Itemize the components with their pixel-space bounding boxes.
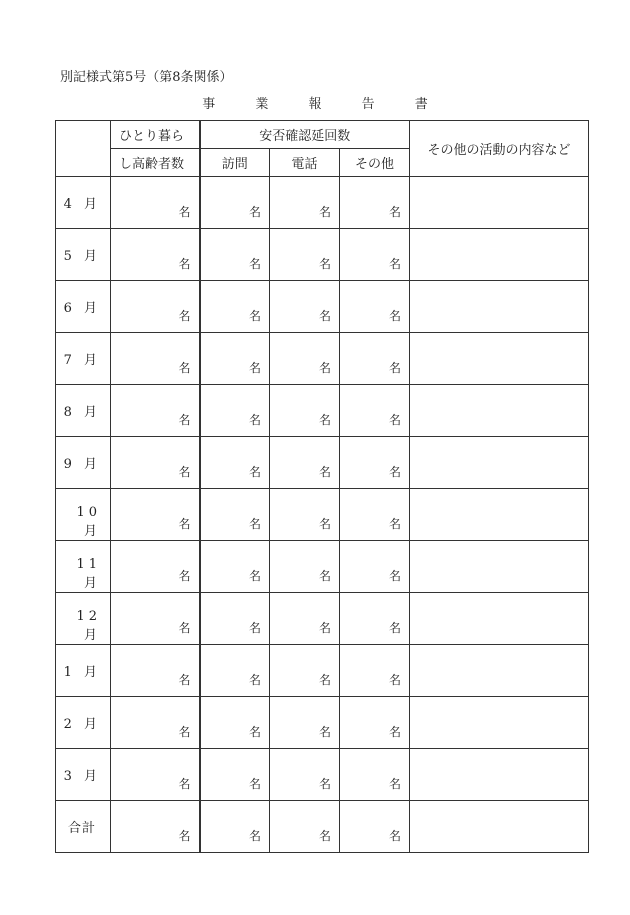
elderly-count-cell[interactable] <box>111 645 200 697</box>
unit-label: 名 <box>389 413 402 427</box>
total-other-cell[interactable] <box>340 801 410 853</box>
unit-label: 名 <box>318 569 331 583</box>
unit-label: 名 <box>318 725 331 739</box>
elderly-count-cell[interactable] <box>111 489 200 541</box>
unit-label: 名 <box>248 413 261 427</box>
phone-count-cell[interactable] <box>270 489 340 541</box>
month-label: 2 月 <box>63 717 101 732</box>
visit-count-cell[interactable] <box>200 645 270 697</box>
month-label-cell <box>56 229 111 281</box>
phone-count-cell[interactable] <box>270 177 340 229</box>
unit-label: 名 <box>248 777 261 791</box>
header-visit: 訪問 <box>200 149 270 177</box>
month-label: 5 月 <box>63 249 101 264</box>
unit-label: 名 <box>248 257 261 271</box>
month-label-cell <box>56 333 111 385</box>
visit-count-cell[interactable] <box>200 385 270 437</box>
unit-label: 名 <box>178 725 191 739</box>
month-label: 4 月 <box>63 197 101 212</box>
phone-count-cell[interactable] <box>270 541 340 593</box>
visit-count-cell[interactable] <box>200 489 270 541</box>
visit-count-cell[interactable] <box>200 697 270 749</box>
total-row <box>56 801 589 853</box>
unit-label: 名 <box>248 725 261 739</box>
visit-count-cell[interactable] <box>200 177 270 229</box>
month-row <box>56 489 589 541</box>
phone-count-cell[interactable] <box>270 697 340 749</box>
unit-label: 名 <box>178 413 191 427</box>
month-row <box>56 333 589 385</box>
activities-cell[interactable] <box>410 593 589 645</box>
activities-cell[interactable] <box>410 281 589 333</box>
elderly-count-cell[interactable] <box>111 281 200 333</box>
unit-label: 名 <box>178 621 191 635</box>
month-label: 6 月 <box>63 301 101 316</box>
unit-label: 名 <box>248 673 261 687</box>
activities-cell[interactable] <box>410 333 589 385</box>
unit-label: 名 <box>178 205 191 219</box>
activities-cell[interactable] <box>410 541 589 593</box>
unit-label: 名 <box>178 309 191 323</box>
unit-label: 名 <box>178 777 191 791</box>
unit-label: 名 <box>389 621 402 635</box>
form-number-label: 別記様式第5号（第8条関係） <box>60 70 233 85</box>
unit-label: 名 <box>178 465 191 479</box>
total-elderly-cell[interactable] <box>111 801 200 853</box>
phone-count-cell[interactable] <box>270 229 340 281</box>
month-label: 12 月 <box>76 609 101 643</box>
unit-label: 名 <box>389 725 402 739</box>
unit-label: 名 <box>248 465 261 479</box>
unit-label: 名 <box>318 621 331 635</box>
phone-count-cell[interactable] <box>270 437 340 489</box>
unit-label: 名 <box>389 517 402 531</box>
visit-count-cell[interactable] <box>200 749 270 801</box>
activities-cell[interactable] <box>410 697 589 749</box>
header-other: その他 <box>340 149 410 177</box>
unit-label: 名 <box>248 621 261 635</box>
other-count-cell[interactable] <box>340 593 410 645</box>
month-row <box>56 281 589 333</box>
report-table <box>55 120 589 853</box>
unit-label: 名 <box>318 517 331 531</box>
month-label: 3 月 <box>63 769 101 784</box>
unit-label: 名 <box>389 777 402 791</box>
month-row <box>56 593 589 645</box>
elderly-count-cell[interactable] <box>111 697 200 749</box>
unit-label: 名 <box>389 257 402 271</box>
unit-label: 名 <box>389 673 402 687</box>
month-label-cell <box>56 385 111 437</box>
other-count-cell[interactable] <box>340 437 410 489</box>
month-row <box>56 177 589 229</box>
activities-cell[interactable] <box>410 177 589 229</box>
elderly-count-cell[interactable] <box>111 385 200 437</box>
month-label: 8 月 <box>63 405 101 420</box>
unit-label: 名 <box>178 829 191 843</box>
visit-count-cell[interactable] <box>200 437 270 489</box>
activities-cell[interactable] <box>410 437 589 489</box>
activities-cell[interactable] <box>410 489 589 541</box>
activities-cell[interactable] <box>410 385 589 437</box>
unit-label: 名 <box>318 465 331 479</box>
header-phone: 電話 <box>270 149 340 177</box>
unit-label: 名 <box>318 673 331 687</box>
unit-label: 名 <box>389 361 402 375</box>
month-label: 11 月 <box>76 557 101 591</box>
unit-label: 名 <box>248 309 261 323</box>
other-count-cell[interactable] <box>340 333 410 385</box>
elderly-count-cell[interactable] <box>111 333 200 385</box>
month-label: 9 月 <box>63 457 101 472</box>
visit-count-cell[interactable] <box>200 281 270 333</box>
month-row <box>56 541 589 593</box>
unit-label: 名 <box>318 257 331 271</box>
elderly-count-cell[interactable] <box>111 437 200 489</box>
month-label-cell <box>56 697 111 749</box>
visit-count-cell[interactable] <box>200 333 270 385</box>
visit-count-cell[interactable] <box>200 229 270 281</box>
month-label-cell <box>56 281 111 333</box>
other-count-cell[interactable] <box>340 645 410 697</box>
total-label: 合計 <box>68 821 97 836</box>
unit-label: 名 <box>248 361 261 375</box>
unit-label: 名 <box>389 205 402 219</box>
elderly-count-cell[interactable] <box>111 593 200 645</box>
elderly-count-cell[interactable] <box>111 541 200 593</box>
month-label-cell <box>56 645 111 697</box>
unit-label: 名 <box>178 361 191 375</box>
unit-label: 名 <box>248 517 261 531</box>
unit-label: 名 <box>248 829 261 843</box>
month-label: 7 月 <box>63 353 101 368</box>
month-label-cell <box>56 593 111 645</box>
elderly-count-cell[interactable] <box>111 229 200 281</box>
header-elderly-line2: し高齢者数 <box>111 149 200 177</box>
month-row <box>56 229 589 281</box>
unit-label: 名 <box>389 465 402 479</box>
other-count-cell[interactable] <box>340 697 410 749</box>
month-row <box>56 645 589 697</box>
phone-count-cell[interactable] <box>270 333 340 385</box>
phone-count-cell[interactable] <box>270 281 340 333</box>
month-row <box>56 749 589 801</box>
unit-label: 名 <box>389 829 402 843</box>
header-month-cell <box>56 121 111 177</box>
total-phone-cell[interactable] <box>270 801 340 853</box>
unit-label: 名 <box>178 673 191 687</box>
unit-label: 名 <box>318 205 331 219</box>
month-label-cell <box>56 489 111 541</box>
month-label-cell <box>56 177 111 229</box>
activities-cell[interactable] <box>410 229 589 281</box>
month-row <box>56 697 589 749</box>
month-row <box>56 385 589 437</box>
month-label: 10 月 <box>76 505 101 539</box>
visit-count-cell[interactable] <box>200 541 270 593</box>
other-count-cell[interactable] <box>340 541 410 593</box>
other-count-cell[interactable] <box>340 177 410 229</box>
total-visit-cell[interactable] <box>200 801 270 853</box>
month-row <box>56 437 589 489</box>
unit-label: 名 <box>248 205 261 219</box>
phone-count-cell[interactable] <box>270 593 340 645</box>
activities-cell[interactable] <box>410 749 589 801</box>
unit-label: 名 <box>178 569 191 583</box>
header-row-1 <box>56 121 589 149</box>
document-title: 事 業 報 告 書 <box>202 97 446 112</box>
month-label-cell <box>56 749 111 801</box>
unit-label: 名 <box>178 517 191 531</box>
visit-count-cell[interactable] <box>200 593 270 645</box>
unit-label: 名 <box>318 777 331 791</box>
unit-label: 名 <box>178 257 191 271</box>
phone-count-cell[interactable] <box>270 749 340 801</box>
unit-label: 名 <box>389 309 402 323</box>
header-safety-group: 安否確認延回数 <box>200 121 410 149</box>
other-count-cell[interactable] <box>340 385 410 437</box>
other-count-cell[interactable] <box>340 281 410 333</box>
unit-label: 名 <box>318 413 331 427</box>
month-label-cell <box>56 437 111 489</box>
unit-label: 名 <box>318 829 331 843</box>
other-count-cell[interactable] <box>340 489 410 541</box>
elderly-count-cell[interactable] <box>111 749 200 801</box>
unit-label: 名 <box>318 361 331 375</box>
activities-cell[interactable] <box>410 645 589 697</box>
other-count-cell[interactable] <box>340 749 410 801</box>
header-elderly-line1: ひとり暮ら <box>111 121 200 149</box>
unit-label: 名 <box>389 569 402 583</box>
unit-label: 名 <box>318 309 331 323</box>
header-activities: その他の活動の内容など <box>410 121 589 177</box>
phone-count-cell[interactable] <box>270 645 340 697</box>
month-label: 1 月 <box>63 665 101 680</box>
unit-label: 名 <box>248 569 261 583</box>
total-label-cell <box>56 801 111 853</box>
total-activities-cell[interactable] <box>410 801 589 853</box>
month-label-cell <box>56 541 111 593</box>
elderly-count-cell[interactable] <box>111 177 200 229</box>
phone-count-cell[interactable] <box>270 385 340 437</box>
other-count-cell[interactable] <box>340 229 410 281</box>
